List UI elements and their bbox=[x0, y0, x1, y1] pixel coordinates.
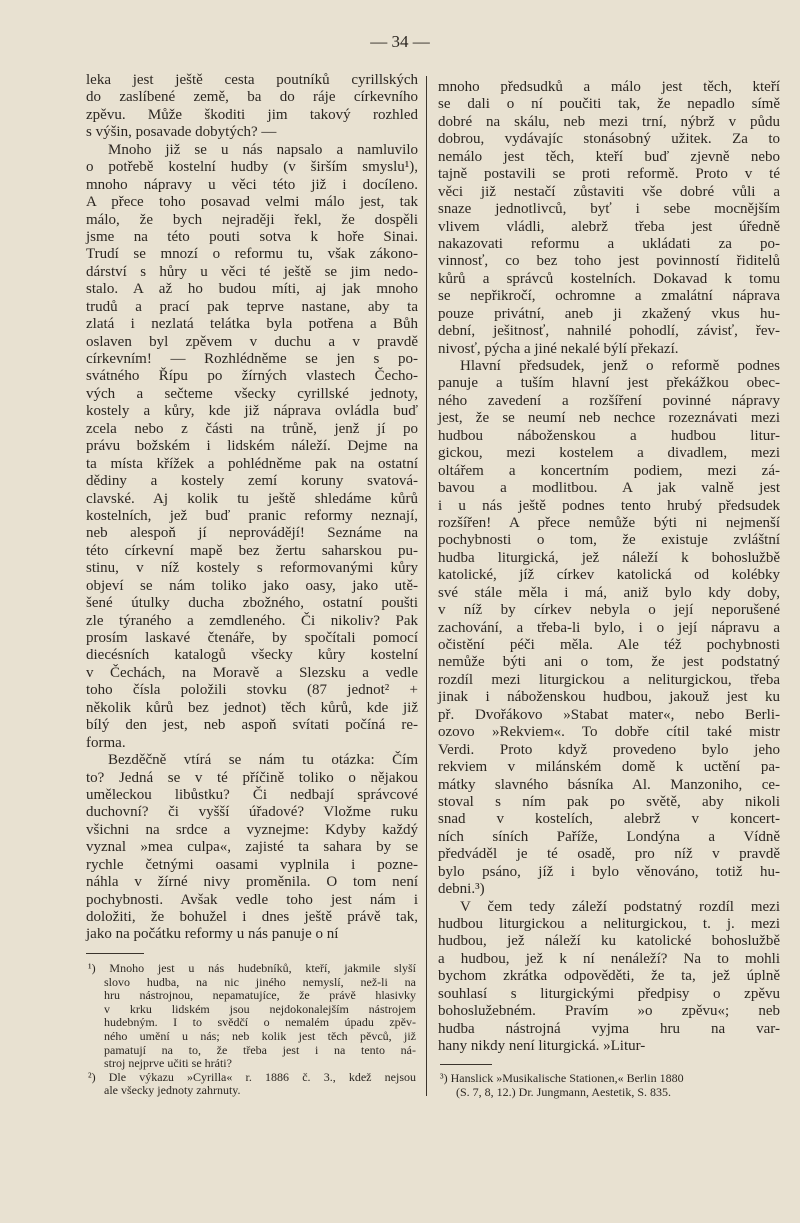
text-line: vyznal »mea culpa«, zajisté ta sahara by se bbox=[86, 839, 418, 856]
text-line: panuje a tuším hlavní jest překážkou obec- bbox=[438, 375, 780, 392]
text-line: objeví se nám toliko jako oasy, jako utě- bbox=[86, 577, 418, 594]
text-line: pouze privátní, aneb ji zkažený vkus hu- bbox=[438, 305, 780, 322]
column-divider bbox=[426, 76, 427, 1096]
text-line: církevním! — Rozhlédněme se jen s po- bbox=[86, 351, 418, 367]
footnotes-left bbox=[88, 962, 416, 1098]
text-line: bychom zkrátka odpověděti, že ta, jež úplně bbox=[438, 968, 780, 985]
text-line: i u nás ještě podnes tento hrubý předsudek bbox=[438, 497, 780, 514]
text-line: tajně postavili se proti reformě. Proto v té bbox=[438, 166, 780, 183]
footnote-line: stroj nejprve učiti se hráti? bbox=[104, 1056, 232, 1071]
page-number: — 34 — bbox=[370, 32, 430, 51]
text-line: diecésních katalogů všecky kůry kostelní bbox=[86, 647, 418, 664]
footnote-line: v krku lidském jsou nejdokonalejším nástrojem bbox=[104, 1001, 416, 1016]
text-line: této církevní mapě bez žertu saharskou pu- bbox=[86, 542, 418, 559]
text-line: šené útulky ducha zbožného, ostatní poušti bbox=[86, 595, 418, 612]
text-line: vlivem vládli, alebrž třeba jest úředně bbox=[438, 218, 780, 235]
text-line: v níž by církev nebyla o její neporušené bbox=[438, 602, 780, 619]
text-line: hudbou, jež náleží ku katolické bohoslužbě bbox=[438, 933, 780, 950]
footnote-line: ³) Hanslick »Musikalische Stationen,« Berlin 1880 bbox=[440, 1071, 684, 1085]
text-line: mnoho předsudků a málo jest těch, kteří bbox=[438, 79, 780, 95]
text-line: v Čechách, na Moravě a Slezsku a vedle bbox=[86, 664, 418, 681]
text-line: několik kůrů bez jednot) těch kůrů, kde již bbox=[86, 699, 418, 716]
text-line: Hlavní předsudek, jenž o reformě podnes bbox=[460, 358, 780, 374]
text-line: věci již nestačí zůstaviti vše dobré vůli a bbox=[438, 183, 780, 200]
text-line: zle týraného a zemdleného. Či nikoliv? Pak bbox=[86, 612, 418, 629]
text-line: jsme na této pouti sotva k hoře Sinai. bbox=[86, 228, 418, 245]
footnote-line: (S. 7, 8, 12.) Dr. Jungmann, Aestetik, S. 835. bbox=[456, 1084, 671, 1099]
footnote-line: slovo hudba, na nic jiného nemyslí, než-li na bbox=[104, 974, 416, 989]
text-line: rozdíl mezi liturgickou a neliturgickou, třeba bbox=[438, 671, 780, 688]
text-line: doložiti, že bohužel i dnes ještě právě tak, bbox=[86, 909, 418, 925]
text-line: nemůže býti ani o tom, že jest podstatný bbox=[438, 654, 780, 671]
text-line: málo, že bych nejraději řekl, že dospěli bbox=[86, 211, 418, 228]
text-line: Verdi. Proto když provedeno bylo jeho bbox=[438, 741, 780, 758]
text-line: rozšířen! A přece nemůže býti ni nejmenší bbox=[438, 514, 780, 531]
text-line: oslaven byl zpěvem v duchu a v pravdě bbox=[86, 333, 418, 350]
text-line: snaze jednotlivců, byť i sebe mocnějším bbox=[438, 201, 780, 218]
text-line: A přece toho posavad velmi málo jest, tak bbox=[86, 194, 418, 211]
text-line: ních síních Paříže, Londýna a Vídně bbox=[438, 828, 780, 845]
footnote-line: pamatují na to, že třeba jest i na tento ná- bbox=[104, 1042, 416, 1057]
text-line: bavou a modlitbou. A jak valně jest bbox=[438, 480, 780, 497]
text-line: předváděl je té osadě, pro níž v pravdě bbox=[438, 846, 780, 863]
text-line: neb alespoň jí neprovádějí! Seznáme na bbox=[86, 525, 418, 542]
text-line: stalo. A až ho budou míti, aj jak mnoho bbox=[86, 281, 418, 298]
text-line: kostely a kůry, kde již náprava ovládla buď bbox=[86, 403, 418, 420]
text-line: nemálo jest těch, kteří buď zjevně nebo bbox=[438, 148, 780, 165]
text-line: katolické, jíž církev katolická od kolébky bbox=[438, 567, 780, 584]
text-line: stinu, v níž kostely s reformovanými kůry bbox=[86, 560, 418, 577]
text-line: gickou, mezi kostelem a divadlem, mezi bbox=[438, 445, 780, 462]
text-line: nakazovati reformu a ukládati za po- bbox=[438, 235, 780, 252]
text-line: stoval s ním pak po světě, aby nikoli bbox=[438, 793, 780, 810]
text-line: zlatá i nezlatá telátka byla potřena a Bůh bbox=[86, 316, 418, 333]
text-line: pochybnosti. Avšak vedle toho jest nám i bbox=[86, 891, 418, 908]
text-line: bílý den jest, neb aspoň svítati počíná re- bbox=[86, 717, 418, 734]
text-line: do zaslíbené země, ba do ráje církevního bbox=[86, 89, 418, 106]
text-line: nivosť, pýcha a jiné nekalé býlí překazí. bbox=[438, 340, 679, 357]
footnote-rule-right bbox=[440, 1064, 492, 1065]
text-line: bylo psáno, jíž i bylo věnováno, totiž hu- bbox=[438, 863, 780, 880]
text-line: ozovo »Rekviem«. To dobře cítil také mistr bbox=[438, 724, 780, 741]
text-line: Mnoho již se u nás napsalo a namluvilo bbox=[108, 141, 418, 158]
footnote-line: hru nástrojnou, nepamatujíce, že právě hlasivky bbox=[104, 988, 416, 1003]
footnote-line: ale všecky jednoty zahrnuty. bbox=[104, 1083, 241, 1098]
text-line: rekviem v milánském domě k uctění pa- bbox=[438, 759, 780, 776]
footnote-line: ¹) Mnoho jest u nás hudebníků, kteří, jakmile slyší bbox=[88, 961, 416, 975]
text-line: zpěvu. Může škoditi jim takový rozhled bbox=[86, 106, 418, 123]
text-line: hudbou náboženskou a hudbou litur- bbox=[438, 427, 780, 444]
text-line: ného zavedení a rozšíření povinné nápravy bbox=[438, 392, 780, 409]
text-line: jest, že se neumí neb nechce rozeznávati mezi bbox=[438, 410, 780, 427]
text-line: to? Jedná se v té příčině toliko o nějakou bbox=[86, 769, 418, 786]
right-column bbox=[438, 79, 780, 1056]
text-line: kůrů a správců kostelních. Dokavad k tomu bbox=[438, 270, 780, 287]
text-line: snad v kostelích, alebrž v koncert- bbox=[438, 811, 780, 828]
text-line: kostelních, jež buď pranic reformy neznají, bbox=[86, 507, 418, 524]
text-line: očistění péči měla. Ale též pochybnosti bbox=[438, 637, 780, 653]
text-line: oltářem a koncertním podiem, mezi zá- bbox=[438, 462, 780, 479]
text-line: všichni na srdce a vyznejme: Kdyby každý bbox=[86, 821, 418, 838]
text-line: debni.³) bbox=[438, 881, 485, 898]
text-line: dobrou, vydávajíc stonásobný užitek. Za to bbox=[438, 131, 780, 148]
text-line: rychle četnými oasami vyplnila i pozne- bbox=[86, 856, 418, 873]
text-line: jako na počátku reformy u nás panuje o ní bbox=[86, 926, 339, 943]
text-line: zachování, a třeba-li bylo, i o její nápravu a bbox=[438, 619, 780, 636]
footnote-line: ²) Dle výkazu »Cyrilla« r. 1886 č. 3., kdež nejsou bbox=[88, 1069, 416, 1084]
text-line: duchovní? či vyšší úřadové? Vložme ruku bbox=[86, 804, 418, 821]
text-line: V čem tedy záleží podstatný rozdíl mezi bbox=[460, 898, 780, 915]
text-line: leka jest ještě cesta poutníků cyrillských bbox=[86, 72, 418, 88]
text-line: hudba liturgická, jež náleží k bohoslužbě bbox=[438, 549, 780, 566]
text-line: o potřebě kostelní hudby (v širším smyslu¹), bbox=[86, 159, 418, 176]
text-line: dědiny a kostely zemí koruny svatová- bbox=[86, 473, 418, 490]
text-line: se dali o ní poučiti tak, že nepadlo símě bbox=[438, 96, 780, 113]
text-line: Trudí se mnozí o reformu tu, však zákono- bbox=[86, 246, 418, 263]
text-line: jinak i náboženskou hudbou, jakouž jest ku bbox=[438, 689, 780, 706]
text-line: uměleckou libůstku? Či nedbají správcové bbox=[86, 786, 418, 803]
text-line: se nepřikročí, ochromne a zmalátní náprava bbox=[438, 288, 780, 305]
text-line: ta místa křížek a pohlédněme pak na ostatní bbox=[86, 455, 418, 472]
text-line: zcela nebo z části na trůně, jenž jí po bbox=[86, 420, 418, 437]
text-line: hudbou liturgickou a neliturgickou, t. j. mezi bbox=[438, 916, 780, 932]
text-line: vinnosť, co bez toho jest povinností řiditelů bbox=[438, 253, 780, 270]
text-line: př. Dvořákovo »Stabat mater«, nebo Berli- bbox=[438, 706, 780, 723]
footnotes-right bbox=[440, 1072, 776, 1099]
text-line: forma. bbox=[86, 734, 126, 751]
text-line: pochybnosti o tom, že existuje zvláštní bbox=[438, 532, 780, 549]
text-line: své stále měla i má, aniž bylo kdy doby, bbox=[438, 584, 780, 601]
text-line: hany nikdy není liturgická. »Litur- bbox=[438, 1038, 646, 1055]
footnote-line: ného umění u nás; neb kolik jest těch pěvců, již bbox=[104, 1028, 416, 1043]
text-line: hudba nástrojná vyjma hru na var- bbox=[438, 1020, 780, 1037]
text-line: souhlasí s liturgickými předpisy o zpěvu bbox=[438, 985, 780, 1002]
text-line: bohoslužebném. Pravím »o zpěvu«; neb bbox=[438, 1003, 780, 1020]
text-line: clavské. Aj kolik tu ještě shledáme kůrů bbox=[86, 490, 418, 507]
text-line: vých a sečteme všecky cyrillské jednoty, bbox=[86, 385, 418, 402]
text-line: prosím laskavé čtenáře, by spočítali pomocí bbox=[86, 630, 418, 646]
text-line: právu božském i lidském náleží. Dejme na bbox=[86, 438, 418, 455]
text-line: dební, ješitnosť, nahnilé pohodlí, závisť, řev- bbox=[438, 323, 780, 340]
footnote-line: hudebným. I to svědčí o nemalém úpadu zpěv- bbox=[104, 1015, 416, 1030]
left-column bbox=[86, 72, 418, 944]
text-line: dobré na skálu, neb mezi trní, nýbrž v půdu bbox=[438, 113, 780, 130]
text-line: a hudbou, jež k ní nenáleží? Na to mohli bbox=[438, 950, 780, 967]
text-line: s výšin, posavade dobytých? — bbox=[86, 124, 277, 141]
text-line: náhla v žírné nivy proměnila. O tom není bbox=[86, 874, 418, 891]
text-line: Bezděčně vtírá se nám tu otázka: Čím bbox=[108, 752, 418, 769]
text-line: mátky slavného básníka Al. Manzoniho, ce- bbox=[438, 776, 780, 793]
text-line: dárství s hůry u věci té ještě se jim nedo- bbox=[86, 263, 418, 280]
text-line: toho čísla položili stovku (87 jednot² + bbox=[86, 682, 418, 699]
text-line: mnoho nápravy u věci této již i docíleno. bbox=[86, 176, 418, 193]
text-line: trudů a prací pak teprve nastane, aby ta bbox=[86, 298, 418, 315]
text-line: svátného Řípu po žírných vlastech Čecho- bbox=[86, 368, 418, 385]
footnote-rule-left bbox=[86, 953, 144, 954]
